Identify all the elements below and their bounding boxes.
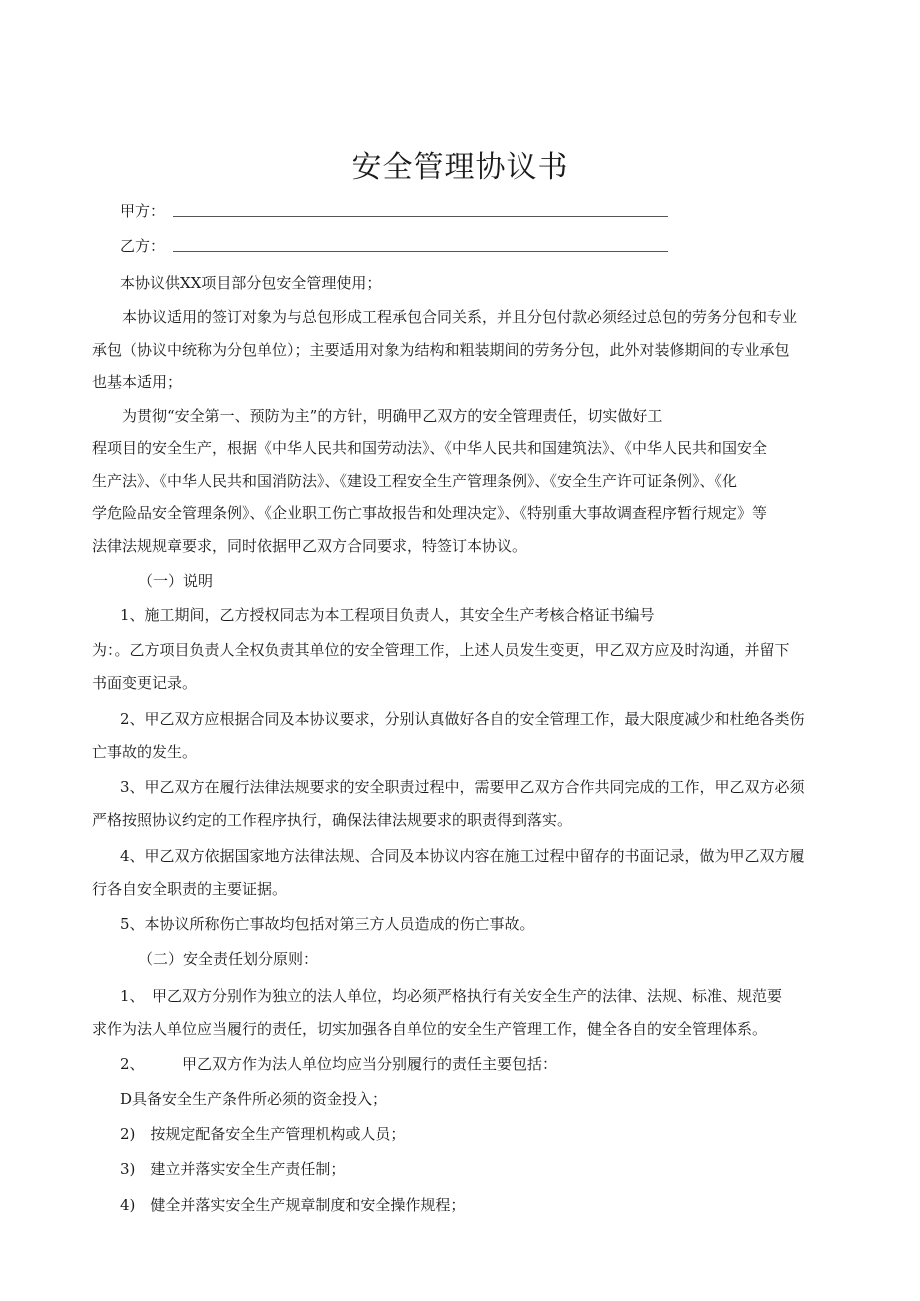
party-b-label: 乙方： (120, 237, 166, 255)
paragraph-line: 生产法》、《中华人民共和国消防法》、《建设工程安全生产管理条例》、《安全生产许可证条例》、《化 (92, 472, 738, 490)
party-a-signature-line[interactable] (173, 216, 668, 217)
list-item: 4) 健全并落实安全生产规章制度和安全操作规程； (120, 1196, 466, 1214)
paragraph-line: 严格按照协议约定的工作程序执行，确保法律法规要求的职责得到落实。 (92, 811, 573, 829)
paragraph-line: 亡事故的发生。 (92, 743, 198, 761)
paragraph-line: 法律法规规章要求，同时依据甲乙双方合同要求，特签订本协议。 (92, 537, 528, 555)
paragraph-line: 1、 甲乙双方分别作为独立的法人单位，均必须严格执行有关安全生产的法律、法规、标准、规范要 (120, 987, 783, 1005)
paragraph-line: 也基本适用； (92, 373, 183, 391)
paragraph-line: 为贯彻“安全第一、预防为主”的方针，明确甲乙双方的安全管理责任，切实做好工 (122, 407, 663, 425)
paragraph-line: 承包（协议中统称为分包单位）；主要适用对象为结构和粗装期间的劳务分包，此外对装修期间的专业承包 (92, 341, 790, 359)
list-item: 3) 建立并落实安全生产责任制； (120, 1160, 346, 1178)
party-a-label: 甲方： (120, 202, 166, 220)
paragraph-line: 3、甲乙双方在履行法律法规要求的安全职责过程中，需要甲乙双方合作共同完成的工作，甲乙双方必须 (120, 778, 805, 796)
paragraph-line: 1、施工期间，乙方授权同志为本工程项目负责人，其安全生产考核合格证书编号 (120, 606, 655, 624)
party-b-signature-line[interactable] (173, 251, 668, 252)
paragraph-line: 学危险品安全管理条例》、《企业职工伤亡事故报告和处理决定》、《特别重大事故调查程序暂行规定》等 (92, 504, 768, 522)
list-item: 2) 按规定配备安全生产管理机构或人员； (120, 1125, 406, 1143)
document-title: 安全管理协议书 (351, 150, 569, 185)
paragraph-line: 2、 甲乙双方作为法人单位均应当分别履行的责任主要包括： (120, 1055, 558, 1073)
paragraph-line: 4、甲乙双方依据国家地方法律法规、合同及本协议内容在施工过程中留存的书面记录，做为甲乙双方履 (120, 847, 805, 865)
section-heading: （二）安全责任划分原则： (138, 950, 319, 968)
section-heading: （一）说明 (138, 572, 214, 590)
paragraph-line: 2、甲乙双方应根据合同及本协议要求，分别认真做好各自的安全管理工作，最大限度减少和杜绝各类伤 (120, 710, 805, 728)
paragraph-line: 程项目的安全生产，根据《中华人民共和国劳动法》、《中华人民共和国建筑法》、《中华人民共和国安全 (92, 439, 768, 457)
list-item: D具备安全生产条件所必须的资金投入； (120, 1090, 388, 1108)
paragraph-line: 书面变更记录。 (92, 674, 198, 692)
paragraph-line: 本协议供XX项目部分包安全管理使用； (120, 274, 382, 292)
paragraph-line: 本协议适用的签订对象为与总包形成工程承包合同关系，并且分包付款必须经过总包的劳务分包和专业 (122, 308, 798, 326)
paragraph-line: 求作为法人单位应当履行的责任，切实加强各自单位的安全生产管理工作，健全各自的安全管理体系。 (92, 1020, 768, 1038)
paragraph-line: 为：。乙方项目负责人全权负责其单位的安全管理工作，上述人员发生变更，甲乙双方应及时沟通，并留下 (92, 641, 790, 659)
paragraph-line: 行各自安全职责的主要证据。 (92, 880, 288, 898)
paragraph-line: 5、本协议所称伤亡事故均包括对第三方人员造成的伤亡事故。 (120, 915, 535, 933)
